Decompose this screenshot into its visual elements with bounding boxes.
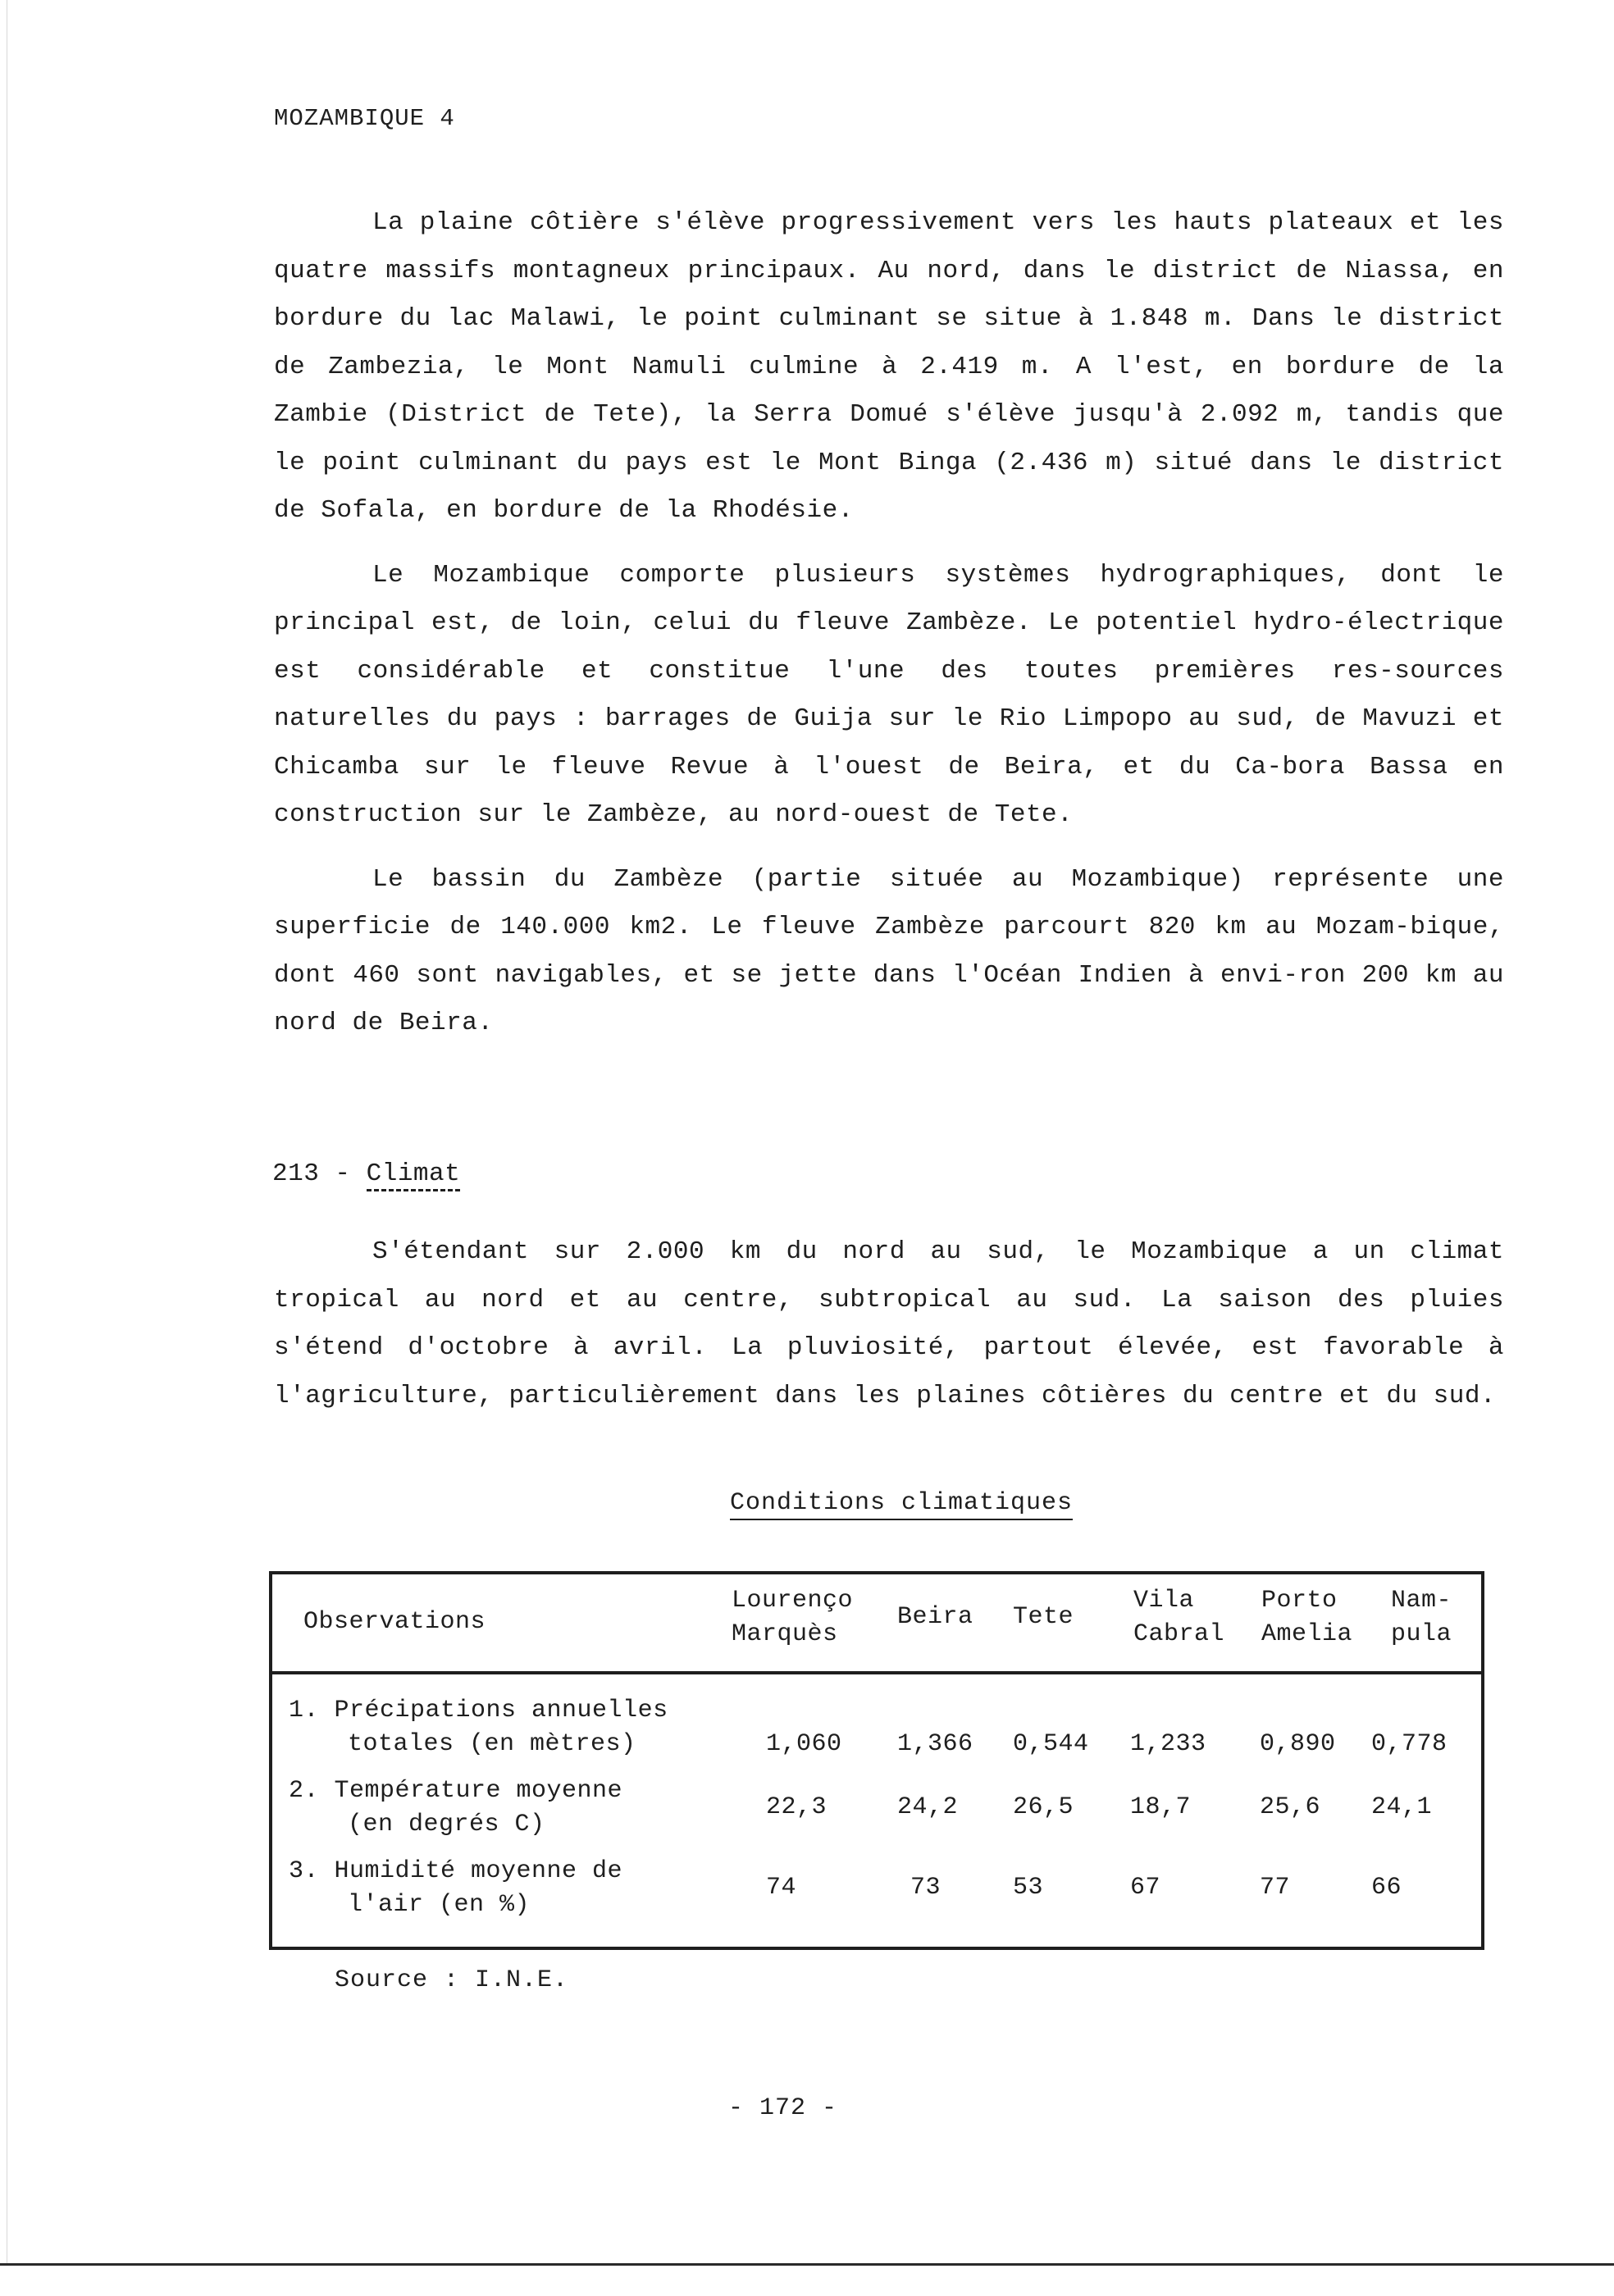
section-title: Climat [367,1159,461,1191]
table-cell: 74 [766,1874,797,1902]
paragraph-climate: S'étendant sur 2.000 km du nord au sud, le Mozambique a un climat tropical au nord et au centre, subtropical au sud. La saison des pluies s'étend d'octobre à avril. La pluviosité, partout élevée, est favorable à l'agriculture, particulièrement dans les plaines côtières du centre et du sud. [274,1237,1504,1410]
climate-table [269,1571,1484,1950]
table-cell: 0,544 [1013,1730,1089,1758]
table-cell: 1,060 [766,1730,842,1758]
row-label-line1: 3. Humidité moyenne de [289,1857,623,1885]
row-label-line2: totales (en mètres) [348,1730,636,1758]
column-header-line1: Beira [897,1603,973,1631]
climate-text [274,1228,1504,1420]
header-observations: Observations [303,1608,486,1636]
table-cell: 1,233 [1130,1730,1206,1758]
table-caption: Conditions climatiques [730,1489,1073,1520]
table-row-label [289,1774,622,1842]
table-cell: 67 [1130,1874,1161,1902]
paragraph-hydrography: Le Mozambique comporte plusieurs systèmes hydrographiques, dont le principal est, de loin, celui du fleuve Zambèze. Le potentiel hydro-électrique est considérable et constitue l'une des toutes premières res-sources naturelles du pays : barrages de Guija sur le Rio Limpopo au sud, de Mavuzi et Chicamba sur le fleuve Revue à l'ouest de Beira, et du Ca-bora Bassa en construction sur le Zambèze, au nord-ouest de Tete. [274,560,1504,829]
row-label-line1: 1. Précipations annuelles [289,1697,668,1724]
table-cell: 66 [1371,1874,1402,1902]
table-cell: 26,5 [1013,1793,1074,1821]
section-number: 213 - [272,1159,351,1188]
column-header-line1: Nam- [1391,1587,1452,1615]
table-header [272,1574,1481,1674]
table-cell: 77 [1260,1874,1291,1902]
row-label-line1: 2. Température moyenne [289,1777,623,1805]
column-header [1261,1584,1352,1651]
table-row-label [289,1855,622,1922]
table-cell: 0,778 [1371,1730,1448,1758]
table-cell: 25,6 [1260,1793,1321,1821]
column-header [1391,1584,1452,1651]
body-text [274,199,1504,1048]
table-cell: 53 [1013,1874,1044,1902]
column-header [1133,1584,1224,1651]
table-cell: 24,1 [1371,1793,1433,1821]
table-cell: 22,3 [766,1793,828,1821]
column-header [732,1584,853,1651]
table-cell: 73 [910,1874,942,1902]
bottom-rule [0,2263,1614,2266]
table-cell: 1,366 [897,1730,973,1758]
row-label-line2: l'air (en %) [348,1891,531,1919]
table-row-label [289,1694,668,1761]
table-source: Source : I.N.E. [335,1966,569,1994]
column-header [897,1601,973,1634]
table-cell: 24,2 [897,1793,959,1821]
paragraph-zambeze-basin: Le bassin du Zambèze (partie située au Mozambique) représente une superficie de 140.000 km2. Le fleuve Zambèze parcourt 820 km au Mozam-bique, dont 460 sont navigables, et se jette dans l'Océan Indien à envi-ron 200 km au nord de Beira. [274,864,1504,1037]
column-header-line1: Porto [1261,1587,1338,1615]
column-header-line2: pula [1391,1620,1452,1648]
column-header-line1: Tete [1013,1603,1074,1631]
column-header-line2: Marquès [732,1620,838,1648]
section-heading [272,1159,460,1188]
column-header-line1: Vila [1133,1587,1195,1615]
column-header-line2: Amelia [1261,1620,1353,1648]
row-label-line2: (en degrés C) [348,1811,545,1838]
page-header: MOZAMBIQUE 4 [274,105,455,132]
paragraph-relief: La plaine côtière s'élève progressivement vers les hauts plateaux et les quatre massifs montagneux principaux. Au nord, dans le district de Niassa, en bordure du lac Malawi, le point culminant se situe à 1.848 m. Dans le district de Zambezia, le Mont Namuli culmine à 2.419 m. A l'est, en bordure de la Zambie (District de Tete), la Serra Domué s'élève jusqu'à 2.092 m, tandis que le point culminant du pays est le Mont Binga (2.436 m) situé dans le district de Sofala, en bordure de la Rhodésie. [274,208,1504,525]
column-header-line1: Lourenço [732,1587,854,1615]
page-number: - 172 - [728,2094,838,2122]
table-cell: 0,890 [1260,1730,1336,1758]
table-cell: 18,7 [1130,1793,1192,1821]
column-header-line2: Cabral [1133,1620,1225,1648]
column-header [1013,1601,1074,1634]
